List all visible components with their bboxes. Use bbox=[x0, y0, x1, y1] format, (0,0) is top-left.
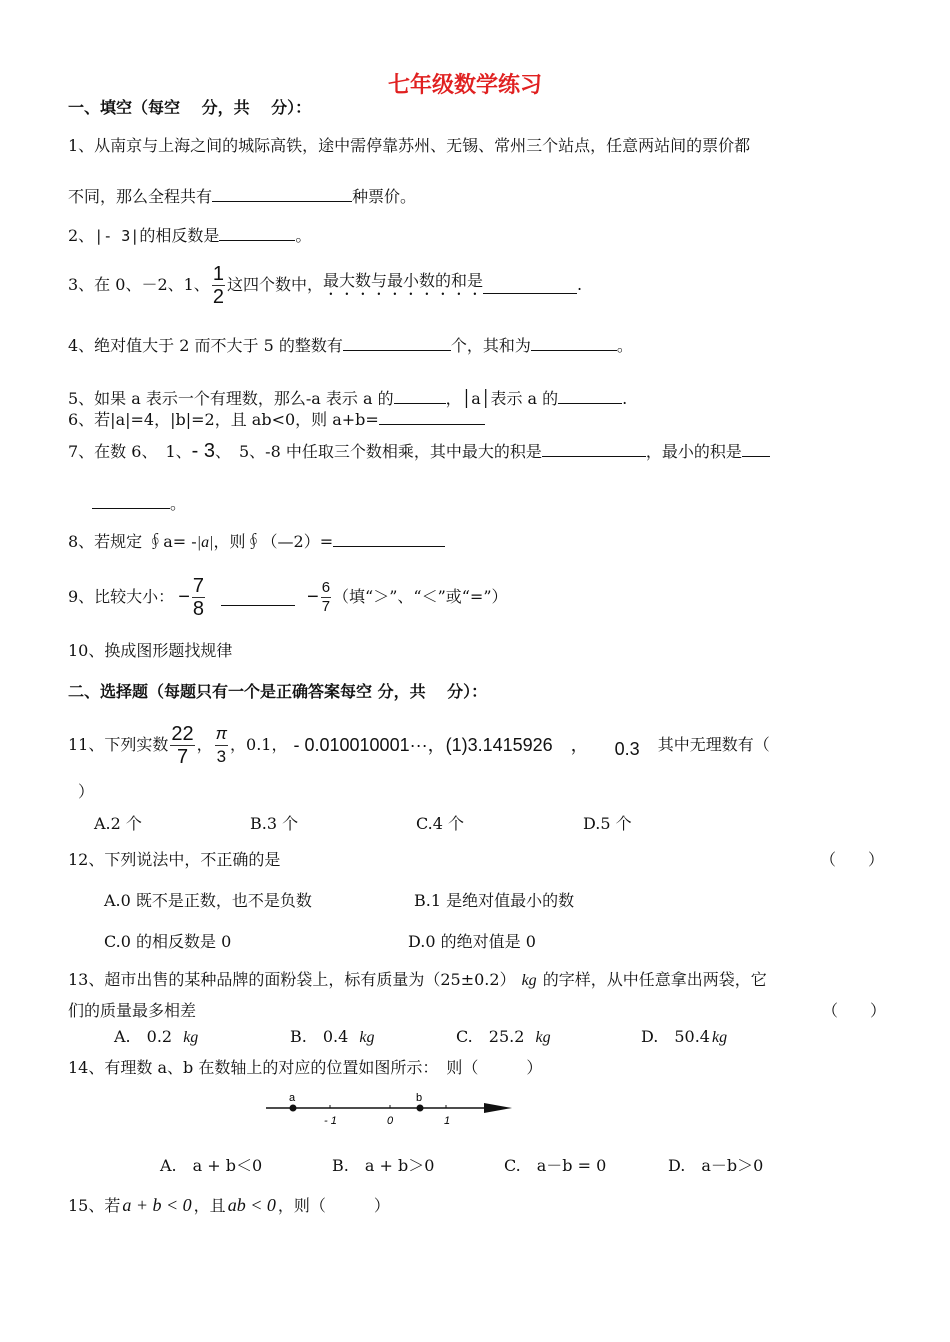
answer-blank[interactable] bbox=[219, 224, 295, 241]
tick-label-1: 1 bbox=[444, 1115, 451, 1127]
answer-blank[interactable] bbox=[531, 334, 617, 351]
point-b bbox=[417, 1105, 424, 1112]
answer-blank[interactable] bbox=[483, 277, 577, 294]
question-3: 3、在 0、－2、1、 $\frac{1}{2}$ 这四个数中， 最大数与最小数的和是 . bbox=[68, 262, 583, 308]
question-9: 9、比较大小： − $\frac{7}{8}$ − $\frac{6}{7}$ （填“＞”、“＜”或“=”） bbox=[68, 574, 508, 620]
question-7: 7、在数 6、 1、- 3、 5、-8 中任取三个数相乘，其中最大的积是 ，最小的积是 bbox=[68, 440, 770, 462]
answer-blank[interactable] bbox=[542, 440, 646, 457]
q11-option-b[interactable]: B.3 个 bbox=[250, 814, 299, 833]
question-8: 8、若规定 ∮a= -|a|，则∮（—2）= bbox=[68, 530, 445, 553]
q14-option-c[interactable]: C. a－b = 0 bbox=[504, 1156, 607, 1175]
repeating-decimal: 0.3 bbox=[614, 739, 640, 759]
answer-blank[interactable] bbox=[558, 387, 622, 404]
q12-option-c[interactable]: C.0 的相反数是 0 bbox=[104, 932, 232, 951]
answer-blank[interactable] bbox=[394, 387, 446, 404]
fraction-22-7: $\frac{22}{7}$ bbox=[171, 722, 194, 768]
question-14: 14、有理数 a、b 在数轴上的对应的位置如图所示： 则（ ） bbox=[68, 1058, 543, 1077]
question-13: 13、超市出售的某种品牌的面粉袋上，标有质量为（25±0.2） kg 的字样，从中任意拿出两袋，它 bbox=[68, 970, 767, 989]
question-7-line2: 。 bbox=[92, 492, 186, 514]
q14-option-a[interactable]: A. a + b＜0 bbox=[160, 1156, 263, 1175]
fraction-one-half: $\frac{1}{2}$ bbox=[212, 262, 224, 308]
question-10: 10、换成图形题找规律 bbox=[68, 641, 233, 660]
question-11: 11、下列实数 $\frac{22}{7}$ ， $\frac{\pi}{3}$ ，0.1， - 0.010010001···，(1)3.1415926 ， 0.3 其中无理数有（ bbox=[68, 722, 770, 768]
question-4: 4、绝对值大于 2 而不大于 5 的整数有 个，其和为 。 bbox=[68, 336, 633, 355]
q13-option-d[interactable]: D. 50.4 kg bbox=[641, 1027, 728, 1046]
question-1: 1、从南京与上海之间的城际高铁，途中需停靠苏州、无锡、常州三个站点，任意两站间的票价都 bbox=[68, 136, 751, 155]
q14-option-b[interactable]: B. a + b＞0 bbox=[332, 1156, 435, 1175]
q12-option-d[interactable]: D.0 的绝对值是 0 bbox=[408, 932, 536, 951]
answer-blank[interactable] bbox=[379, 408, 485, 425]
answer-blank[interactable] bbox=[343, 334, 451, 351]
question-2: 2、|- 3|的相反数是 。 bbox=[68, 226, 312, 245]
abs-expression: |- 3| bbox=[94, 227, 140, 245]
expression-a-plus-b: a + b < 0 bbox=[122, 1195, 192, 1215]
q14-option-d[interactable]: D. a－b＞0 bbox=[668, 1156, 764, 1175]
number-line-figure bbox=[260, 1088, 520, 1130]
answer-blank[interactable] bbox=[212, 185, 352, 202]
q12-option-a[interactable]: A.0 既不是正数，也不是负数 bbox=[104, 891, 312, 910]
fraction-pi-3: $\frac{\pi}{3}$ bbox=[215, 723, 228, 766]
q13-option-b[interactable]: B. 0.4 kg bbox=[290, 1027, 375, 1046]
question-1-line2: 不同，那么全程共有 种票价。 bbox=[68, 187, 417, 206]
q11-option-c[interactable]: C.4 个 bbox=[416, 814, 465, 833]
question-6: 6、若|a|=4，|b|=2，且 ab<0，则 a+b= bbox=[68, 408, 485, 430]
question-13-line2: 们的质量最多相差 bbox=[68, 1001, 197, 1020]
tick-label-neg1: - 1 bbox=[324, 1115, 337, 1127]
q12-option-b[interactable]: B.1 是绝对值最小的数 bbox=[414, 891, 575, 910]
fraction-six-sevenths: $\frac{6}{7}$ bbox=[321, 578, 331, 615]
point-a bbox=[290, 1105, 297, 1112]
q11-option-d[interactable]: D.5 个 bbox=[583, 814, 632, 833]
q13-option-a[interactable]: A. 0.2 kg bbox=[114, 1027, 199, 1046]
answer-blank[interactable] bbox=[92, 492, 170, 509]
question-12: 12、下列说法中，不正确的是 bbox=[68, 850, 281, 869]
negative-three: - 3 bbox=[191, 440, 215, 462]
answer-blank[interactable] bbox=[742, 440, 770, 457]
arrow-head-icon bbox=[484, 1103, 512, 1113]
fraction-seven-eighths: $\frac{7}{8}$ bbox=[192, 574, 204, 620]
number-line-svg bbox=[260, 1088, 520, 1130]
label-a: a bbox=[289, 1092, 296, 1104]
q11-option-a[interactable]: A.2 个 bbox=[94, 814, 142, 833]
answer-blank[interactable] bbox=[333, 530, 445, 547]
label-b: b bbox=[416, 1092, 423, 1104]
page-title: 七年级数学练习 bbox=[388, 73, 543, 98]
kg-unit: kg bbox=[521, 972, 537, 989]
answer-blank[interactable] bbox=[221, 589, 295, 606]
question-5: 5、如果 a 表示一个有理数，那么-a 表示 a 的 ，│a│表示 a 的 . bbox=[68, 389, 628, 408]
q13-option-c[interactable]: C. 25.2 kg bbox=[456, 1027, 551, 1046]
question-11-line2: ） bbox=[78, 782, 95, 801]
answer-paren[interactable]: （ ） bbox=[822, 1001, 887, 1020]
answer-paren[interactable]: （ ） bbox=[820, 850, 885, 869]
expression-ab: ab < 0 bbox=[227, 1195, 276, 1215]
question-15: 15、若 a + b < 0 ，且 ab < 0 ，则（ ） bbox=[68, 1195, 390, 1215]
section-1-heading: 一、填空（每空 分，共 分）： bbox=[68, 98, 312, 117]
tick-label-0: 0 bbox=[387, 1115, 394, 1127]
section-2-heading: 二、选择题（每题只有一个是正确答案每空 分，共 分）： bbox=[68, 682, 488, 701]
